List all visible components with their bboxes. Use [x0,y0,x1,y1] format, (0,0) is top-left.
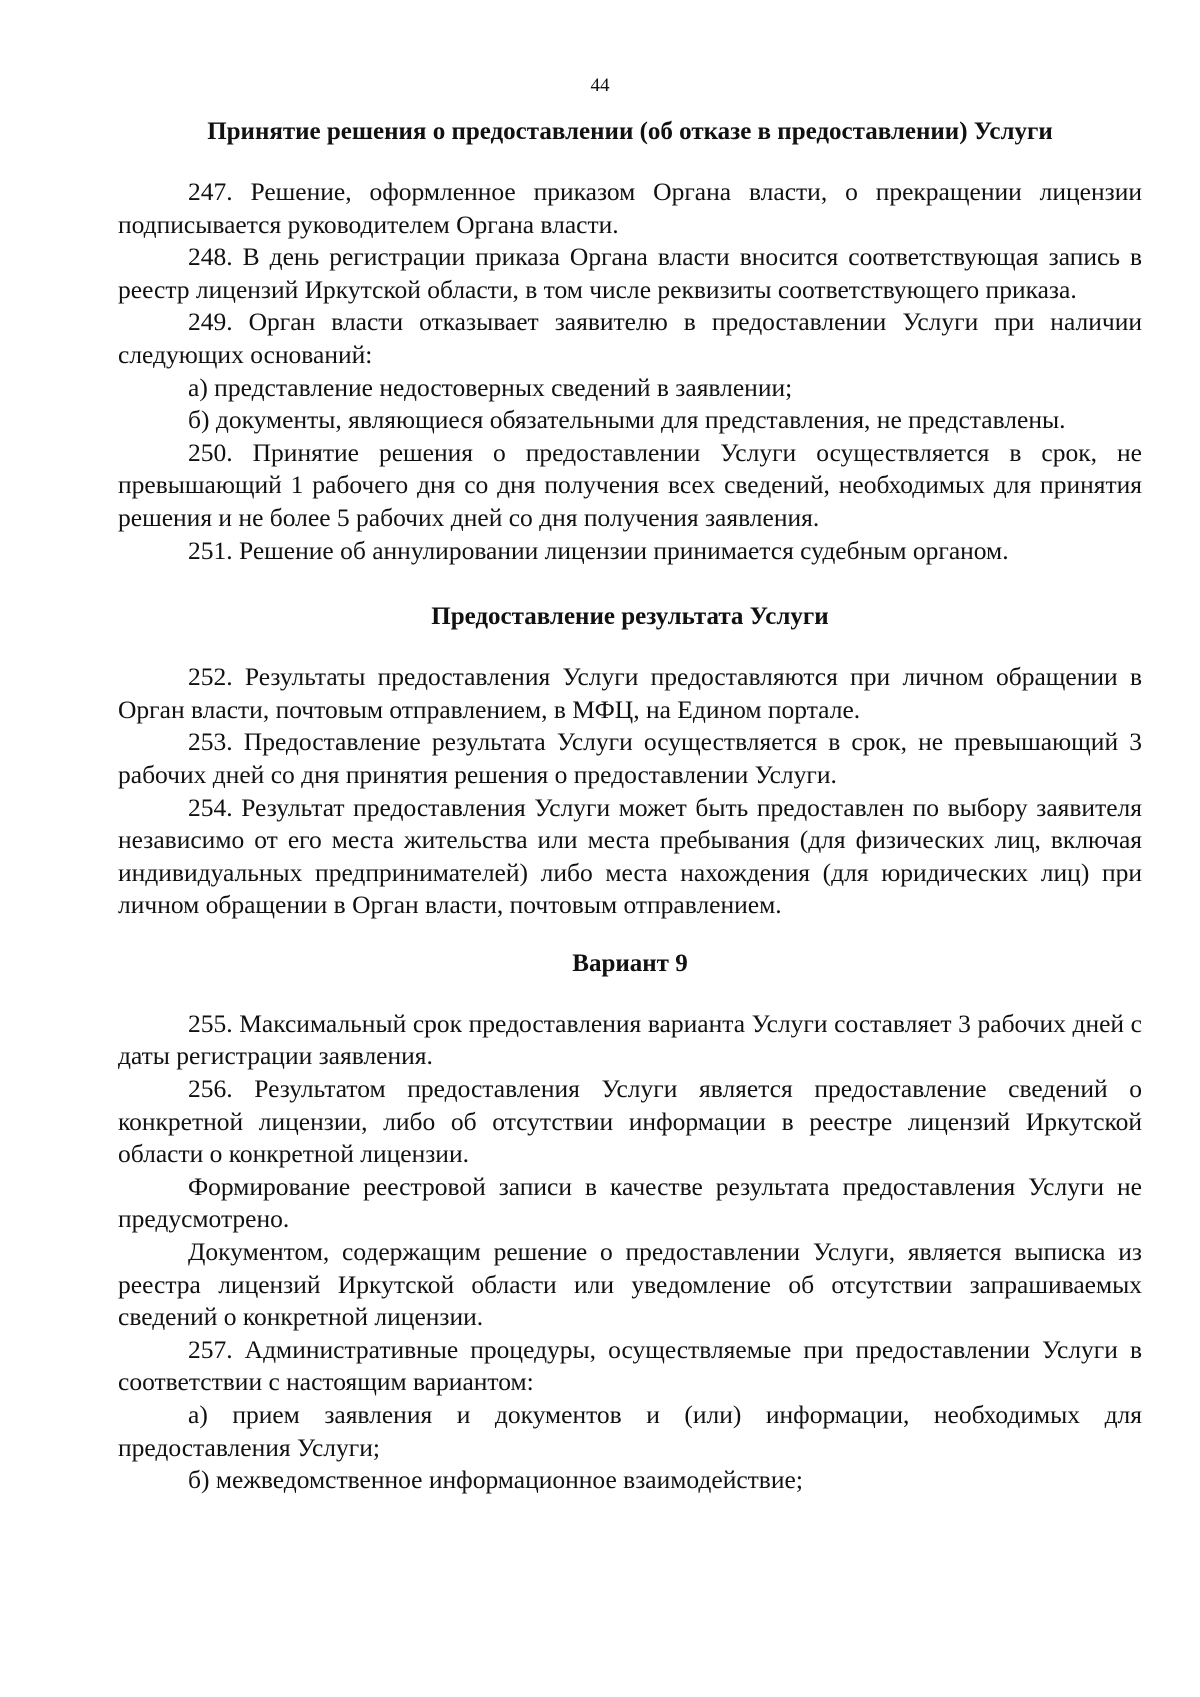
paragraph-257-b: б) межведомственное информационное взаимодействие; [188,1465,803,1495]
paragraph-249: 249. Орган власти отказывает заявителю в предоставлении Услуги при наличии следующих оснований: [118,307,1142,369]
paragraph-256-registry: Формирование реестровой записи в качестве результата предоставления Услуги не предусмотрено. [118,1171,1142,1234]
paragraph-257: 257. Административные процедуры, осуществляемые при предоставлении Услуги в соответствии с настоящим вариантом: [118,1334,1142,1397]
paragraph-251: 251. Решение об аннулировании лицензии принимается судебным органом. [188,535,1009,565]
spacer [118,567,1142,601]
paragraph-250: 250. Принятие решения о предоставлении Услуги осуществляется в срок, не превышающий 1 рабочего дня со дня получения всех сведений, необходимых для принятия решения и не более 5 рабочих дней со дня получения заявления. [118,437,1142,532]
spacer [118,633,1142,661]
spacer [118,148,1142,176]
section-heading: Предоставление результата Услуги [431,603,829,631]
paragraph-256: 256. Результатом предоставления Услуги является предоставление сведений о конкретной лицензии, либо об отсутствии информации в реестре лицензий Иркутской области о конкретной лицензии. [118,1074,1142,1169]
paragraph-257-a: а) прием заявления и документов и (или) информации, необходимых для предоставления Услуги; [118,1400,1142,1462]
document-body [118,116,1142,1497]
section-heading: Принятие решения о предоставлении (об отказе в предоставлении) Услуги [207,118,1053,145]
paragraph-252: 252. Результаты предоставления Услуги предоставляются при личном обращении в Орган власти, почтовым отправлением, в МФЦ, на Едином портале. [118,662,1142,724]
paragraph-253: 253. Предоставление результата Услуги осуществляется в срок, не превышающий 3 рабочих дней со дня принятия решения о предоставлении Услуги. [118,727,1142,789]
paragraph-256-document: Документом, содержащим решение о предоставлении Услуги, является выписка из реестра лицензий Иркутской области или уведомление об отсутствии запрашиваемых сведений о конкретной лицензии. [118,1237,1142,1332]
paragraph-255: 255. Максимальный срок предоставления варианта Услуги составляет 3 рабочих дней с даты регистрации заявления. [118,1008,1142,1071]
page-number: 44 [590,75,610,96]
spacer [118,980,1142,1008]
paragraph-249-b: б) документы, являющиеся обязательными для представления, не представлены. [188,405,1066,435]
paragraph-254: 254. Результат предоставления Услуги может быть предоставлен по выбору заявителя независимо от его места жительства или места пребывания (для физических лиц, включая индивидуальных предпринимателей) либо места нахождения (для юридических лиц) при личном обращении в Орган власти, почтовым отправлением. [118,792,1142,920]
section-heading: Вариант 9 [572,949,688,977]
paragraph-249-a: а) представление недостоверных сведений в заявлении; [188,372,793,402]
spacer [118,922,1142,948]
paragraph-248: 248. В день регистрации приказа Органа власти вносится соответствующая запись в реестр лицензий Иркутской области, в том числе реквизиты соответствующего приказа. [118,242,1142,304]
paragraph-247: 247. Решение, оформленное приказом Органа власти, о прекращении лицензии подписывается руководителем Органа власти. [118,177,1142,239]
